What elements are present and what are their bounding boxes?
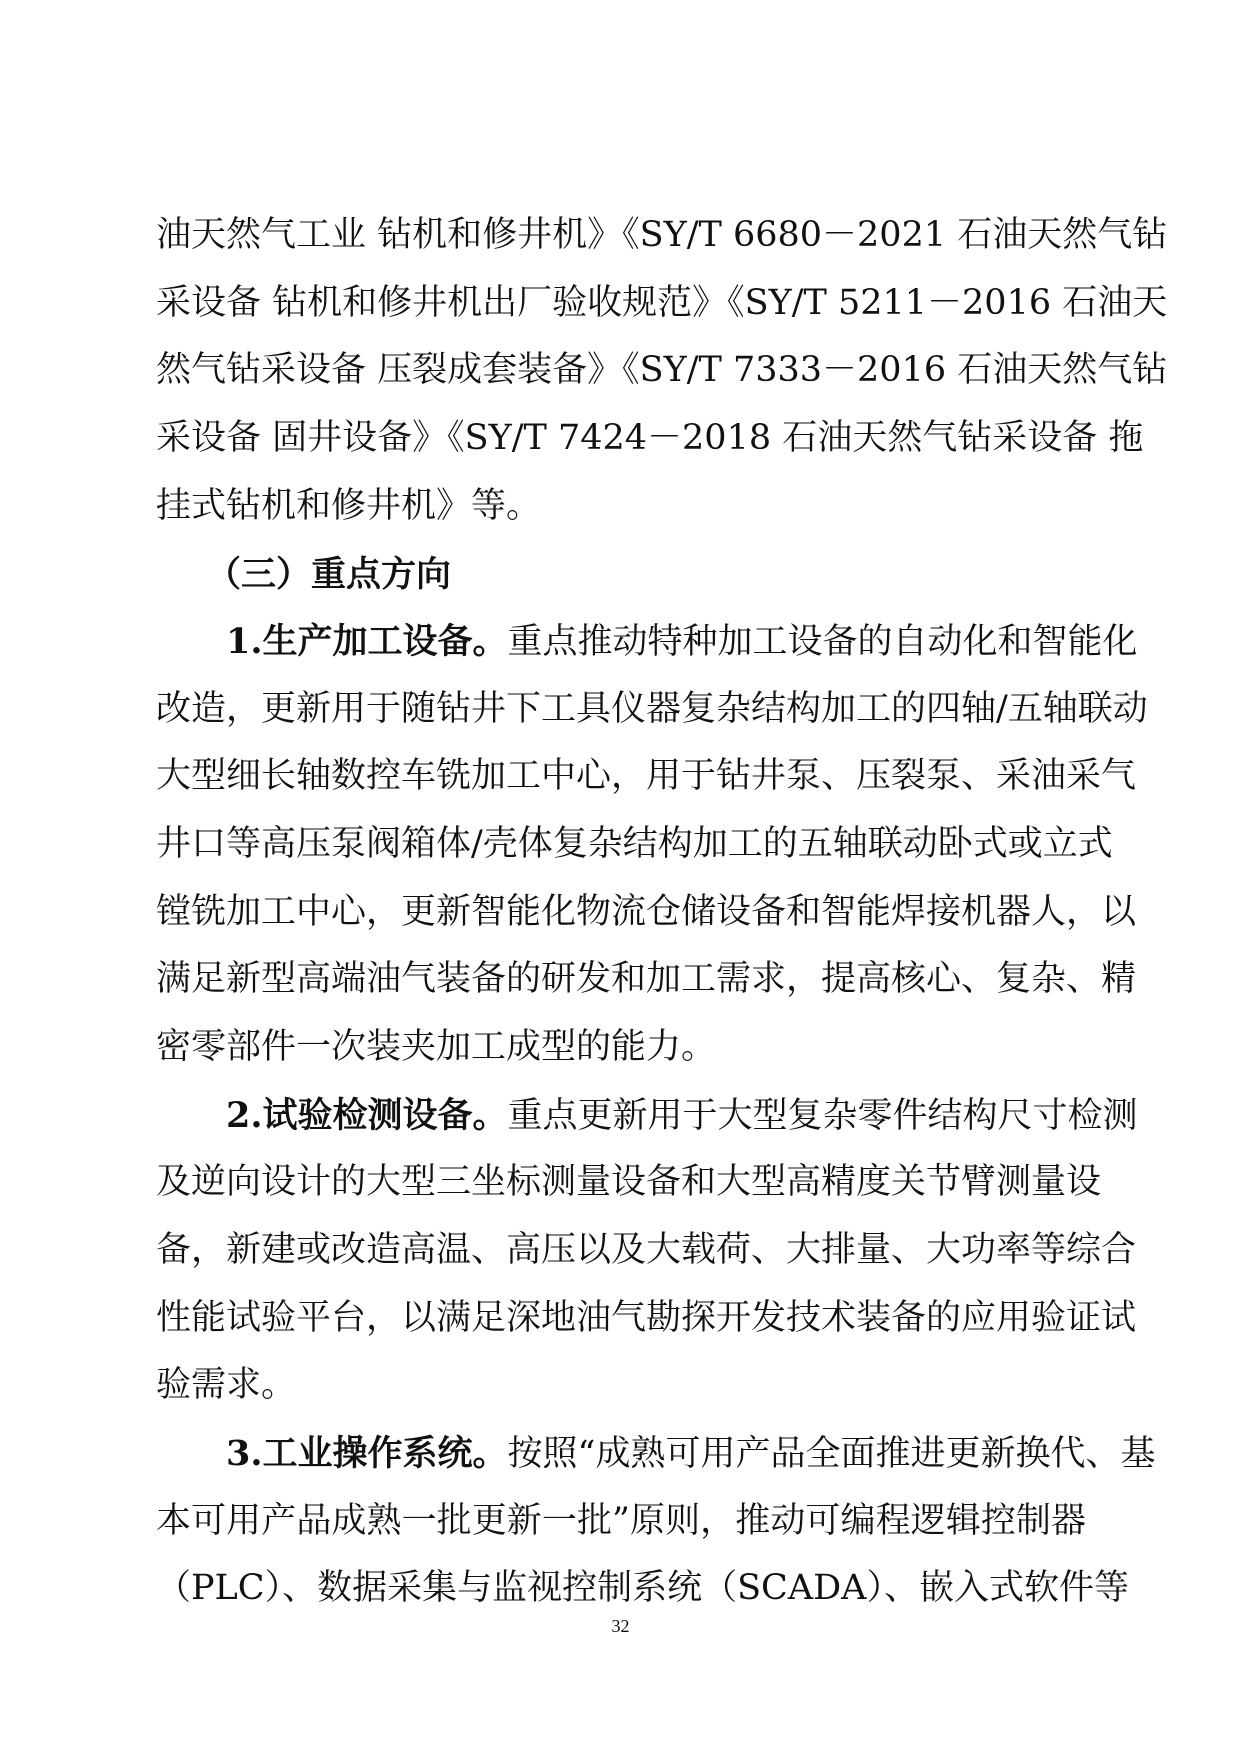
item2-first-rest: 重点更新用于大型复杂零件结构尺寸检测: [507, 1096, 1138, 1136]
item3-line-3: （PLC）、数据采集与监视控制系统（SCADA）、嵌入式软件等: [156, 1568, 1129, 1608]
item3-first-rest: 按照“成熟可用产品全面推进更新换代、基: [507, 1434, 1156, 1474]
item2-line-3: 备，新建或改造高温、高压以及大载荷、大排量、大功率等综合: [156, 1230, 1137, 1270]
intro-line-3: 然气钻采设备 压裂成套装备》《SY/T 7333－2016 石油天然气钻: [156, 350, 1168, 390]
item3-first-line: [226, 1433, 1156, 1474]
item1-line-6: 满足新型高端油气装备的研发和加工需求，提高核心、复杂、精: [156, 959, 1137, 999]
item2-line-5: 验需求。: [156, 1365, 297, 1405]
item1-first-rest: 重点推动特种加工设备的自动化和智能化: [507, 622, 1138, 662]
item2-first-line: [226, 1095, 1138, 1136]
item1-first-line: [226, 621, 1138, 662]
item1-line-5: 镗铣加工中心，更新智能化物流仓储设备和智能焊接机器人，以: [156, 892, 1137, 932]
item1-line-3: 大型细长轴数控车铣加工中心，用于钻井泵、压裂泵、采油采气: [156, 756, 1137, 796]
intro-line-4: 采设备 固井设备》《SY/T 7424－2018 石油天然气钻采设备 拖: [156, 418, 1144, 458]
intro-line-1: 油天然气工业 钻机和修井机》《SY/T 6680－2021 石油天然气钻: [156, 215, 1168, 255]
item3-line-2: 本可用产品成熟一批更新一批”原则，推动可编程逻辑控制器: [156, 1501, 1086, 1541]
item2-lead: 2.试验检测设备。: [226, 1095, 508, 1136]
page-number: 32: [611, 1616, 630, 1636]
intro-line-5: 挂式钻机和修井机》等。: [156, 486, 542, 526]
section-heading: （三）重点方向: [206, 554, 452, 595]
item1-line-7: 密零部件一次装夹加工成型的能力。: [156, 1027, 717, 1067]
item1-line-4: 井口等高压泵阀箱体/壳体复杂结构加工的五轴联动卧式或立式: [156, 824, 1113, 864]
item3-lead: 3.工业操作系统。: [226, 1433, 508, 1474]
intro-line-2: 采设备 钻机和修井机出厂验收规范》《SY/T 5211－2016 石油天: [156, 283, 1168, 323]
item2-line-4: 性能试验平台，以满足深地油气勘探开发技术装备的应用验证试: [156, 1298, 1137, 1338]
item1-lead: 1.生产加工设备。: [226, 621, 508, 662]
item1-line-2: 改造，更新用于随钻井下工具仪器复杂结构加工的四轴/五轴联动: [156, 689, 1148, 729]
item2-line-2: 及逆向设计的大型三坐标测量设备和大型高精度关节臂测量设: [156, 1162, 1102, 1202]
